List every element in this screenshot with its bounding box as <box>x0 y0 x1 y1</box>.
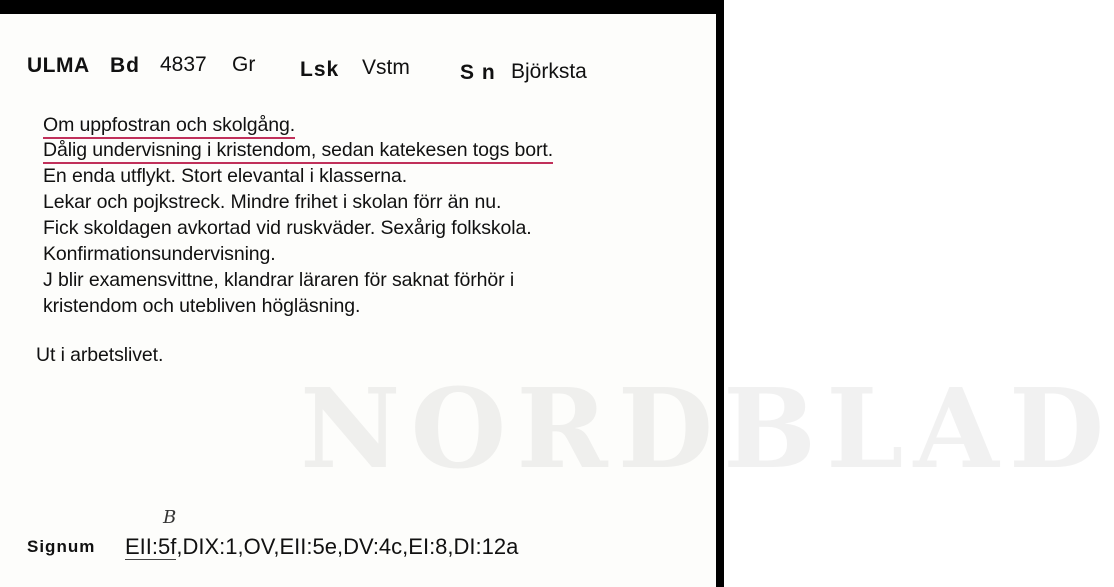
lsk-label: Lsk <box>300 58 340 81</box>
body-line-1: Om uppfostran och skolgång. <box>43 114 295 137</box>
sn-value: Björksta <box>511 60 587 83</box>
body-line-3: En enda utflykt. Stort elevantal i klasserna. <box>43 165 408 187</box>
body-line-4: Lekar och pojkstreck. Mindre frihet i skolan förr än nu. <box>43 191 502 213</box>
scan-frame-top <box>0 0 724 14</box>
handwritten-annotation: B <box>163 507 177 528</box>
signum-first-code: EII:5f <box>125 534 177 559</box>
show-through-watermark: NORDBLAD <box>300 364 1114 493</box>
body-line-7: J blir examensvittne, klandrar läraren för saknat förhör i <box>43 269 515 291</box>
signum-label: Signum <box>27 537 96 556</box>
body-line-9: Ut i arbetslivet. <box>36 344 164 366</box>
signum-codes <box>125 534 518 560</box>
archive-card <box>0 14 1114 587</box>
body-line-6: Konfirmationsundervisning. <box>43 243 276 265</box>
lsk-value: Vstm <box>362 56 410 79</box>
gr-label: Gr <box>232 53 256 76</box>
body-line-2: Dålig undervisning i kristendom, sedan katekesen togs bort. <box>43 139 553 162</box>
body-line-5: Fick skoldagen avkortad vid ruskväder. Sexårig folkskola. <box>43 217 532 239</box>
sn-label: S n <box>460 61 496 84</box>
bd-value: 4837 <box>160 53 207 76</box>
body-line-8: kristendom och utebliven högläsning. <box>43 295 361 317</box>
signum-rest-codes: ,DIX:1,OV,EII:5e,DV:4c,EI:8,DI:12a <box>176 534 519 559</box>
ulma-label: ULMA <box>27 54 90 77</box>
bd-label: Bd <box>110 54 140 77</box>
scan-frame-right <box>716 0 724 587</box>
